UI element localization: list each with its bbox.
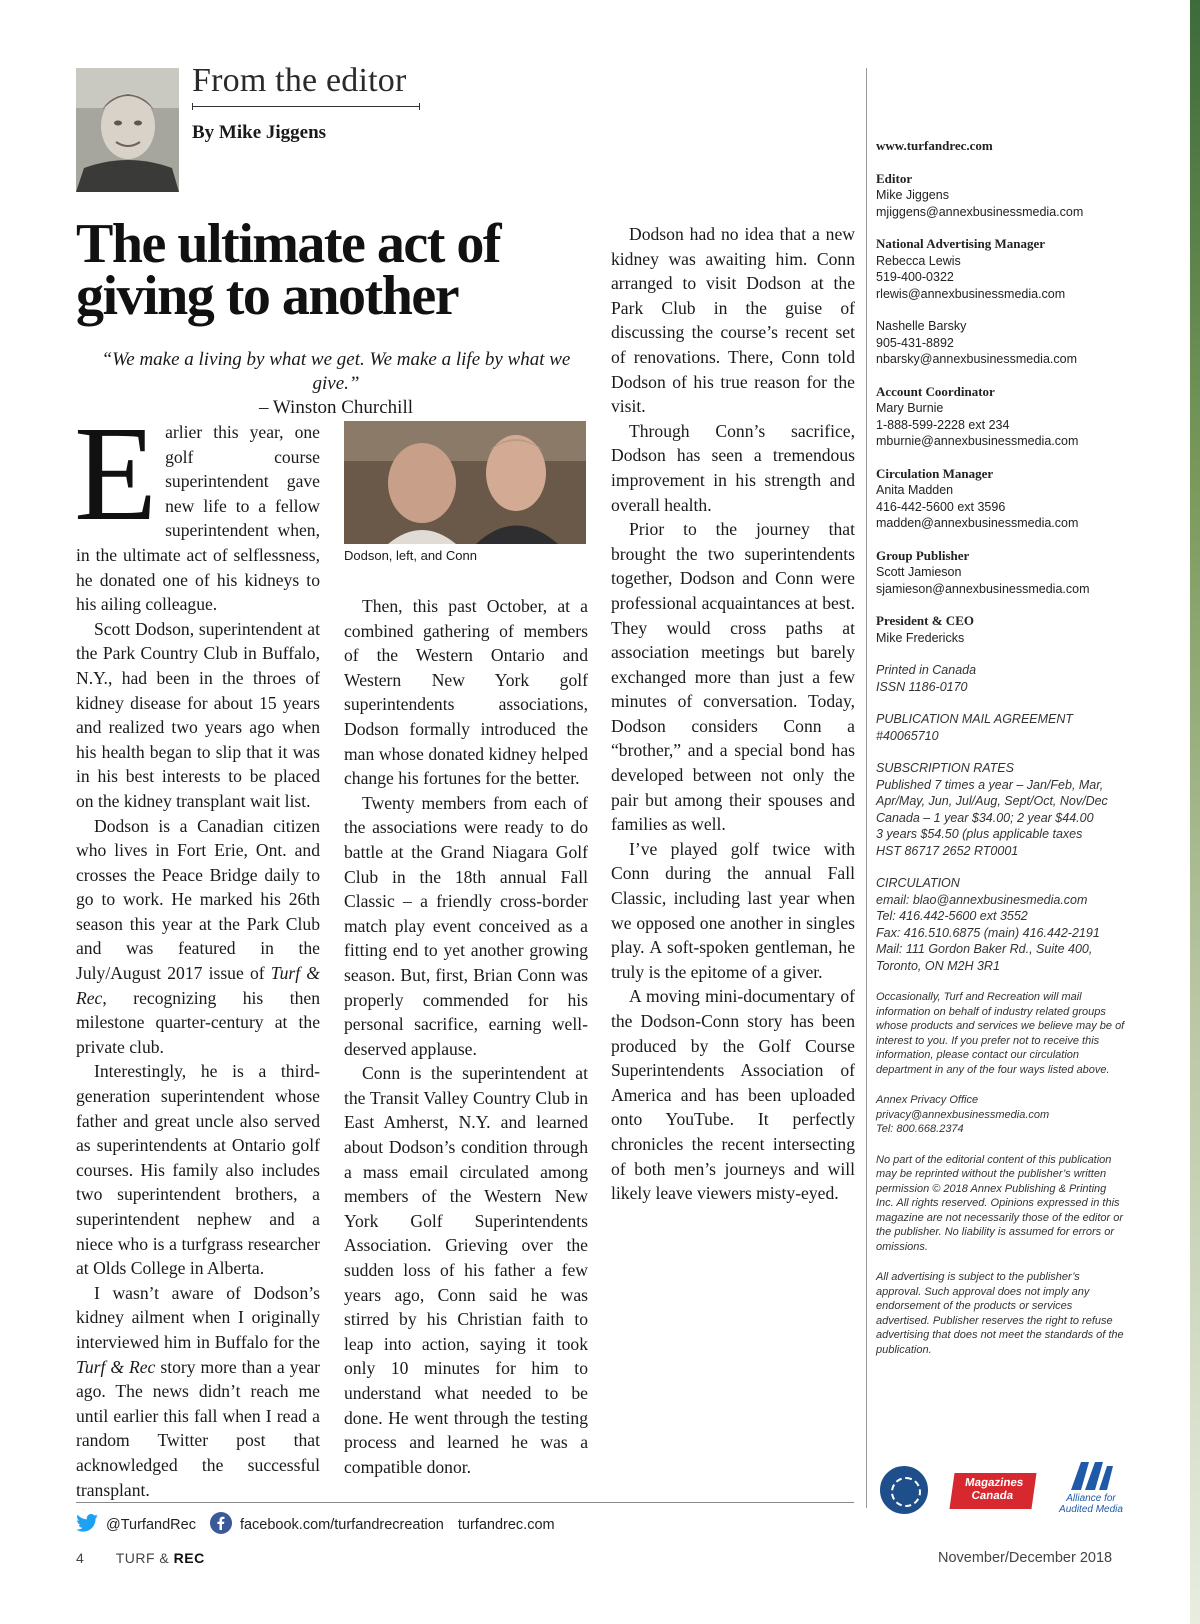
publisher-email[interactable]: sjamieson@annexbusinessmedia.com xyxy=(876,581,1090,596)
masthead-advertising: National Advertising Manager Rebecca Lewis 519-400-0322 rlewis@annexbusinessmedia.com xyxy=(876,236,1126,302)
article-paragraph: Then, this past October, at a combined gathering of members of the Western Ontario and Western New York golf superintendents associations, Dodson formally introduced the man whose donated kidney helped change his fortunes for the better. xyxy=(344,596,588,789)
article-headline: The ultimate act of giving to another xyxy=(76,213,501,327)
publication-name: TURF & REC xyxy=(115,1550,205,1566)
masthead-printed: Printed in Canada ISSN 1186-0170 xyxy=(876,663,977,694)
masthead-account: Account Coordinator Mary Burnie 1-888-599-2228 ext 234 mburnie@annexbusinessmedia.com xyxy=(876,384,1126,450)
article-column-1 xyxy=(74,399,321,1502)
social-links xyxy=(76,1512,555,1538)
article-column-3 xyxy=(611,222,855,1206)
footer-rule xyxy=(76,1502,854,1503)
article-paragraph: Conn is the superintendent at the Transit Valley Country Club in East Amherst, N.Y. and learned about Dodson’s condition through a mass email circulated among members of the Western New York Golf Superintendents Association. Grieving over the sudden loss of his father a few years ago, Conn said he was stirred by his Christian faith to leap into action, saying it took only 10 minutes for him to understand what needed to be done. He went through the testing process and learned he was a compatible donor. xyxy=(344,1063,588,1477)
drop-cap: E xyxy=(74,399,158,549)
masthead-publisher: Group Publisher Scott Jamieson sjamieson@annexbusinessmedia.com xyxy=(876,548,1126,598)
column-divider xyxy=(866,68,867,1508)
article-paragraph: Earlier this year, one golf course superintendent gave new life to a fellow superintendent when, in the ultimate act of selflessness, he donated one of his kidneys to his ailing colleague. xyxy=(74,399,320,615)
masthead-mail-agreement: PUBLICATION MAIL AGREEMENT #40065710 xyxy=(876,712,1074,743)
magazines-canada-logo: Magazines Canada xyxy=(949,1473,1036,1509)
aam-mark-icon xyxy=(1067,1462,1115,1490)
byline: By Mike Jiggens xyxy=(192,122,327,143)
masthead-editor: Editor Mike Jiggens mjiggens@annexbusinessmedia.com xyxy=(876,171,1126,221)
masthead-circulation-contact: CIRCULATION email: blao@annexbusinesmedia.com Tel: 416.442-5600 ext 3552 Fax: 416.510.6875 (main) 416.442-2191 Mail: 111 Gordon Baker Rd., Suite 400, Toronto, ON M2H 3R1 xyxy=(876,876,1100,973)
page-folio xyxy=(76,1550,205,1566)
facebook-icon xyxy=(210,1512,232,1538)
website-link[interactable]: turfandrec.com xyxy=(457,1517,555,1533)
article-paragraph: I wasn’t aware of Dodson’s kidney ailment when I originally interviewed him in Buffalo for the Turf & Rec story more than a year ago. The news didn’t reach me until earlier this fall when I read a random Twitter post that acknowledged the successful transplant. xyxy=(76,1282,321,1500)
article-photo xyxy=(344,421,586,544)
article-paragraph: Dodson had no idea that a new kidney was awaiting him. Conn arranged to visit Dodson at the Park Club in the guise of discussing the course’s recent set of renovations. There, Conn told Dodson of his true reason for the visit. xyxy=(611,224,855,417)
photo-caption: Dodson, left, and Conn xyxy=(344,548,477,563)
article-paragraph: Interestingly, he is a third-generation superintendent whose father and great uncle also served as superintendents at Ontario golf courses. His family also includes two superintendent brothers, a superintendent nephew and a niece who is a turfgrass researcher at Olds College in Alberta. xyxy=(76,1061,320,1279)
masthead-advertising-2: Nashelle Barsky 905-431-8892 nbarsky@annexbusinessmedia.com xyxy=(876,318,1126,368)
article-paragraph: Prior to the journey that brought the two superintendents together, Dodson and Conn were professional acquaintances at best. They would cross paths at association meetings but barely exchanged more than just a few minutes of conversation. Today, Dodson considers Conn a “brother,” and a special bond has developed between not only the pair but among their spouses and families as well. xyxy=(611,519,855,835)
masthead-copyright: No part of the editorial content of this publication may be reprinted without the publisher’s written permission © 2018 Annex Publishing & Printing Inc. All rights reserved. Opinions expressed in this magazine are not necessarily those of the editor or the publisher. No liability is assumed for errors or omissions. xyxy=(876,1153,1124,1253)
masthead xyxy=(876,138,1126,1373)
editor-headshot xyxy=(76,68,179,192)
masthead-ceo: President & CEO Mike Fredericks xyxy=(876,613,974,645)
article-paragraph: Through Conn’s sacrifice, Dodson has seen a tremendous improvement in his strength and overall health. xyxy=(611,420,855,515)
kicker-rule xyxy=(192,106,420,107)
masthead-mailing-notice: Occasionally, Turf and Recreation will mail information on behalf of industry related groups whose products and services we believe may be of interest to you. If you prefer not to receive this information, please contact our circulation department in any of the four ways listed above. xyxy=(876,991,1125,1076)
aam-logo: Alliance for Audited Media xyxy=(1056,1462,1126,1514)
twitter-handle[interactable]: @TurfandRec xyxy=(106,1517,196,1533)
masthead-advertising-policy: All advertising is subject to the publisher’s approval. Such approval does not imply any endorsement of the products or services advertised. Publisher reserves the right to refuse advertising that does not meet the standards of the publication. xyxy=(876,1271,1124,1356)
section-kicker: From the editor xyxy=(192,62,407,99)
epigraph-attribution: – Winston Churchill xyxy=(258,397,414,418)
masthead-subscriptions: SUBSCRIPTION RATES Published 7 times a year – Jan/Feb, Mar, Apr/May, Jun, Jul/Aug, Sept/Oct, Nov/Dec Canada – 1 year $34.00; 2 year $44.00 3 years $54.50 (plus applicable taxes HST 86717 2652 RT0001 xyxy=(876,761,1108,858)
advertising-email-2[interactable]: nbarsky@annexbusinessmedia.com xyxy=(876,352,1077,366)
article-paragraph: Twenty members from each of the associations were ready to do battle at the Grand Niagara Golf Club in the 18th annual Fall Classic – a friendly cross-border match play event conceived as a fitting end to yet another growing season. But, first, Brian Conn was properly commended for his personal sacrifice, earning well-deserved applause. xyxy=(344,792,588,1059)
facebook-link[interactable]: facebook.com/turfandrecreation xyxy=(239,1517,444,1533)
page-number: 4 xyxy=(76,1550,84,1566)
issue-date: November/December 2018 xyxy=(938,1550,1113,1566)
advertising-email[interactable]: rlewis@annexbusinessmedia.com xyxy=(876,286,1066,301)
masthead-privacy: Annex Privacy Office privacy@annexbusinessmedia.com Tel: 800.668.2374 xyxy=(876,1094,1050,1135)
masthead-circulation: Circulation Manager Anita Madden 416-442-5600 ext 3596 madden@annexbusinessmedia.com xyxy=(876,466,1126,532)
article-column-2 xyxy=(344,594,588,1479)
article-paragraph: A moving mini-documentary of the Dodson-Conn story has been produced by the Golf Course Superintendents Association of America and has been uploaded onto YouTube. It perfectly chronicles the recent intersecting of both men’s journeys and will likely leave viewers misty-eyed. xyxy=(611,986,855,1204)
twitter-icon xyxy=(76,1514,98,1536)
article-paragraph: Scott Dodson, superintendent at the Park Country Club in Buffalo, N.Y., had been in the throes of kidney disease for about 15 years and realized two years ago when his health began to slip that it was in his best interests to be placed on the kidney transplant wait list. xyxy=(76,618,320,811)
canada-seal-logo xyxy=(880,1466,928,1514)
masthead-website[interactable]: www.turfandrec.com xyxy=(876,138,993,153)
account-email[interactable]: mburnie@annexbusinessmedia.com xyxy=(876,434,1079,448)
editor-email[interactable]: mjiggens@annexbusinessmedia.com xyxy=(876,204,1084,219)
article-paragraph: Dodson is a Canadian citizen who lives in Fort Erie, Ont. and crosses the Peace Bridge daily to go to work. He marked his 26th season this year at the Park Club and was featured in the July/August 2017 issue of Turf & Rec, recognizing his then milestone quarter-century at the private club. xyxy=(76,815,320,1057)
article-paragraph: I’ve played golf twice with Conn during the annual Fall Classic, including last year when we opposed one another in singles play. A soft-spoken gentleman, he truly is the epitome of a giver. xyxy=(611,838,855,982)
epigraph-quote: “We make a living by what we get. We make a life by what we give.” xyxy=(101,349,571,394)
page-edge-bleed xyxy=(1190,0,1200,1624)
circulation-email[interactable]: madden@annexbusinessmedia.com xyxy=(876,516,1079,530)
